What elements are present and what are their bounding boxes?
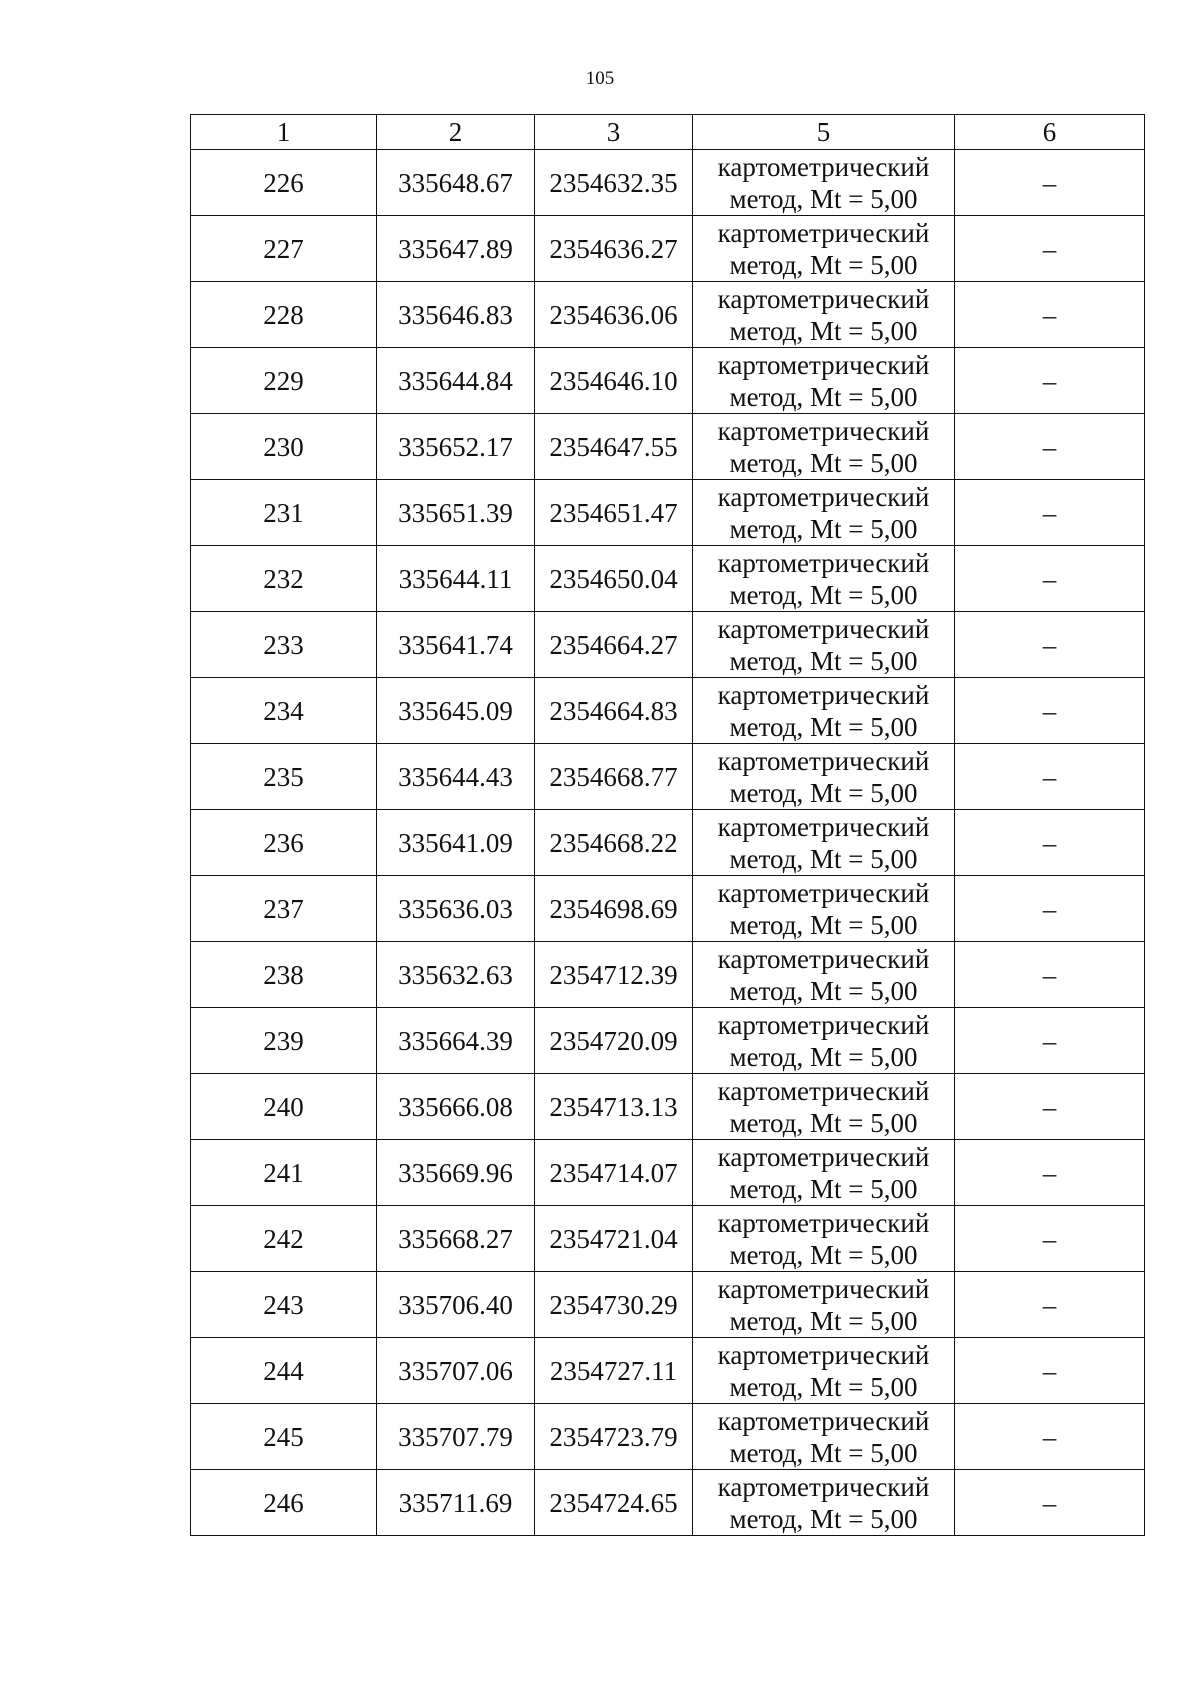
point-number-cell: 230 — [191, 414, 377, 480]
y-coordinate-cell: 2354724.65 — [535, 1470, 693, 1536]
table-row — [191, 480, 1145, 546]
method-cell — [693, 744, 955, 810]
note-cell: – — [955, 414, 1145, 480]
table-row — [191, 414, 1145, 480]
x-coordinate-cell: 335645.09 — [377, 678, 535, 744]
x-coordinate-cell: 335648.67 — [377, 150, 535, 216]
point-number-cell: 246 — [191, 1470, 377, 1536]
method-line-1: картометрический — [717, 1339, 930, 1370]
point-number-cell: 227 — [191, 216, 377, 282]
table-row — [191, 942, 1145, 1008]
method-line-1: картометрический — [717, 481, 930, 512]
table-row — [191, 744, 1145, 810]
y-coordinate-cell: 2354632.35 — [535, 150, 693, 216]
x-coordinate-cell: 335666.08 — [377, 1074, 535, 1140]
y-coordinate-cell: 2354713.13 — [535, 1074, 693, 1140]
x-coordinate-cell: 335707.79 — [377, 1404, 535, 1470]
point-number-cell: 234 — [191, 678, 377, 744]
y-coordinate-cell: 2354720.09 — [535, 1008, 693, 1074]
method-line-2: метод, Mt = 5,00 — [729, 1371, 918, 1402]
point-number-cell: 228 — [191, 282, 377, 348]
y-coordinate-cell: 2354723.79 — [535, 1404, 693, 1470]
point-number-cell: 240 — [191, 1074, 377, 1140]
point-number-cell: 238 — [191, 942, 377, 1008]
method-line-2: метод, Mt = 5,00 — [729, 1041, 918, 1072]
table-body — [191, 115, 1145, 1536]
note-cell: – — [955, 1470, 1145, 1536]
x-coordinate-cell: 335644.43 — [377, 744, 535, 810]
method-line-1: картометрический — [717, 283, 930, 314]
method-line-1: картометрический — [717, 1405, 930, 1436]
note-cell: – — [955, 1338, 1145, 1404]
table-row — [191, 876, 1145, 942]
method-line-2: метод, Mt = 5,00 — [729, 645, 918, 676]
method-line-1: картометрический — [717, 415, 930, 446]
point-number-cell: 242 — [191, 1206, 377, 1272]
note-cell: – — [955, 1074, 1145, 1140]
x-coordinate-cell: 335641.09 — [377, 810, 535, 876]
y-coordinate-cell: 2354650.04 — [535, 546, 693, 612]
x-coordinate-cell: 335668.27 — [377, 1206, 535, 1272]
method-line-2: метод, Mt = 5,00 — [729, 909, 918, 940]
y-coordinate-cell: 2354636.27 — [535, 216, 693, 282]
x-coordinate-cell: 335664.39 — [377, 1008, 535, 1074]
point-number-cell: 237 — [191, 876, 377, 942]
table-row — [191, 1404, 1145, 1470]
y-coordinate-cell: 2354636.06 — [535, 282, 693, 348]
note-cell: – — [955, 942, 1145, 1008]
method-cell — [693, 678, 955, 744]
method-cell — [693, 1206, 955, 1272]
y-coordinate-cell: 2354698.69 — [535, 876, 693, 942]
method-line-2: метод, Mt = 5,00 — [729, 381, 918, 412]
method-line-1: картометрический — [717, 943, 930, 974]
method-line-1: картометрический — [717, 217, 930, 248]
x-coordinate-cell: 335646.83 — [377, 282, 535, 348]
method-line-2: метод, Mt = 5,00 — [729, 1173, 918, 1204]
method-line-2: метод, Mt = 5,00 — [729, 579, 918, 610]
method-line-2: метод, Mt = 5,00 — [729, 1239, 918, 1270]
method-cell — [693, 150, 955, 216]
x-coordinate-cell: 335644.84 — [377, 348, 535, 414]
method-line-1: картометрический — [717, 877, 930, 908]
point-number-cell: 241 — [191, 1140, 377, 1206]
table-row — [191, 612, 1145, 678]
table-row — [191, 1008, 1145, 1074]
note-cell: – — [955, 1272, 1145, 1338]
method-line-1: картометрический — [717, 1075, 930, 1106]
method-cell — [693, 546, 955, 612]
y-coordinate-cell: 2354712.39 — [535, 942, 693, 1008]
method-line-1: картометрический — [717, 547, 930, 578]
point-number-cell: 232 — [191, 546, 377, 612]
x-coordinate-cell: 335647.89 — [377, 216, 535, 282]
table-row — [191, 150, 1145, 216]
method-line-1: картометрический — [717, 1009, 930, 1040]
y-coordinate-cell: 2354664.27 — [535, 612, 693, 678]
x-coordinate-cell: 335644.11 — [377, 546, 535, 612]
table-row — [191, 216, 1145, 282]
method-line-2: метод, Mt = 5,00 — [729, 711, 918, 742]
y-coordinate-cell: 2354646.10 — [535, 348, 693, 414]
table-row — [191, 810, 1145, 876]
y-coordinate-cell: 2354668.77 — [535, 744, 693, 810]
y-coordinate-cell: 2354714.07 — [535, 1140, 693, 1206]
x-coordinate-cell: 335636.03 — [377, 876, 535, 942]
method-line-2: метод, Mt = 5,00 — [729, 777, 918, 808]
table-row — [191, 546, 1145, 612]
note-cell: – — [955, 1206, 1145, 1272]
y-coordinate-cell: 2354727.11 — [535, 1338, 693, 1404]
method-line-2: метод, Mt = 5,00 — [729, 975, 918, 1006]
table-row — [191, 1140, 1145, 1206]
y-coordinate-cell: 2354651.47 — [535, 480, 693, 546]
method-cell — [693, 810, 955, 876]
method-cell — [693, 876, 955, 942]
method-line-1: картометрический — [717, 613, 930, 644]
note-cell: – — [955, 1008, 1145, 1074]
method-line-2: метод, Mt = 5,00 — [729, 1305, 918, 1336]
method-cell — [693, 348, 955, 414]
method-cell — [693, 1404, 955, 1470]
point-number-cell: 239 — [191, 1008, 377, 1074]
note-cell: – — [955, 876, 1145, 942]
method-cell — [693, 282, 955, 348]
method-cell — [693, 1272, 955, 1338]
method-line-1: картометрический — [717, 1471, 930, 1502]
note-cell: – — [955, 1404, 1145, 1470]
point-number-cell: 231 — [191, 480, 377, 546]
method-line-1: картометрический — [717, 811, 930, 842]
x-coordinate-cell: 335711.69 — [377, 1470, 535, 1536]
table-row — [191, 1470, 1145, 1536]
method-line-2: метод, Mt = 5,00 — [729, 249, 918, 280]
y-coordinate-cell: 2354721.04 — [535, 1206, 693, 1272]
method-line-2: метод, Mt = 5,00 — [729, 447, 918, 478]
method-cell — [693, 480, 955, 546]
y-coordinate-cell: 2354668.22 — [535, 810, 693, 876]
table-row — [191, 1272, 1145, 1338]
point-number-cell: 233 — [191, 612, 377, 678]
table-header-row — [191, 115, 1145, 150]
note-cell: – — [955, 480, 1145, 546]
method-line-1: картометрический — [717, 1207, 930, 1238]
method-line-1: картометрический — [717, 151, 930, 182]
method-line-1: картометрический — [717, 1141, 930, 1172]
note-cell: – — [955, 678, 1145, 744]
x-coordinate-cell: 335707.06 — [377, 1338, 535, 1404]
y-coordinate-cell: 2354664.83 — [535, 678, 693, 744]
method-line-2: метод, Mt = 5,00 — [729, 183, 918, 214]
note-cell: – — [955, 348, 1145, 414]
method-line-1: картометрический — [717, 1273, 930, 1304]
x-coordinate-cell: 335669.96 — [377, 1140, 535, 1206]
method-cell — [693, 1008, 955, 1074]
point-number-cell: 235 — [191, 744, 377, 810]
method-cell — [693, 1140, 955, 1206]
method-line-2: метод, Mt = 5,00 — [729, 843, 918, 874]
page-number: 105 — [585, 68, 615, 89]
column-header: 3 — [535, 115, 693, 150]
point-number-cell: 236 — [191, 810, 377, 876]
table-row — [191, 1206, 1145, 1272]
method-cell — [693, 1074, 955, 1140]
column-header: 1 — [191, 115, 377, 150]
x-coordinate-cell: 335706.40 — [377, 1272, 535, 1338]
x-coordinate-cell: 335641.74 — [377, 612, 535, 678]
note-cell: – — [955, 744, 1145, 810]
method-cell — [693, 216, 955, 282]
column-header: 6 — [955, 115, 1145, 150]
point-number-cell: 244 — [191, 1338, 377, 1404]
column-header: 5 — [693, 115, 955, 150]
note-cell: – — [955, 150, 1145, 216]
point-number-cell: 229 — [191, 348, 377, 414]
method-line-2: метод, Mt = 5,00 — [729, 315, 918, 346]
method-line-1: картометрический — [717, 679, 930, 710]
coordinates-table — [190, 114, 1145, 1536]
note-cell: – — [955, 546, 1145, 612]
y-coordinate-cell: 2354730.29 — [535, 1272, 693, 1338]
point-number-cell: 245 — [191, 1404, 377, 1470]
method-line-2: метод, Mt = 5,00 — [729, 513, 918, 544]
method-line-1: картометрический — [717, 349, 930, 380]
x-coordinate-cell: 335632.63 — [377, 942, 535, 1008]
table-row — [191, 282, 1145, 348]
table-row — [191, 1338, 1145, 1404]
method-cell — [693, 612, 955, 678]
y-coordinate-cell: 2354647.55 — [535, 414, 693, 480]
x-coordinate-cell: 335652.17 — [377, 414, 535, 480]
note-cell: – — [955, 282, 1145, 348]
column-header: 2 — [377, 115, 535, 150]
note-cell: – — [955, 1140, 1145, 1206]
method-cell — [693, 1470, 955, 1536]
table-row — [191, 1074, 1145, 1140]
method-line-2: метод, Mt = 5,00 — [729, 1503, 918, 1534]
method-cell — [693, 414, 955, 480]
note-cell: – — [955, 810, 1145, 876]
method-cell — [693, 942, 955, 1008]
method-line-2: метод, Mt = 5,00 — [729, 1107, 918, 1138]
note-cell: – — [955, 216, 1145, 282]
method-line-1: картометрический — [717, 745, 930, 776]
note-cell: – — [955, 612, 1145, 678]
method-cell — [693, 1338, 955, 1404]
x-coordinate-cell: 335651.39 — [377, 480, 535, 546]
point-number-cell: 243 — [191, 1272, 377, 1338]
method-line-2: метод, Mt = 5,00 — [729, 1437, 918, 1468]
point-number-cell: 226 — [191, 150, 377, 216]
table-row — [191, 348, 1145, 414]
table-row — [191, 678, 1145, 744]
